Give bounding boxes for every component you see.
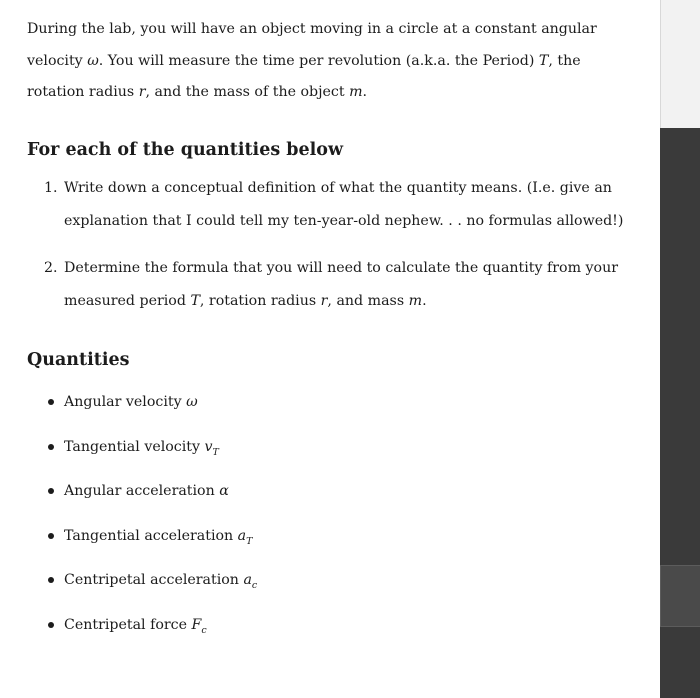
quantity-label: Angular acceleration — [64, 483, 220, 500]
bullet-icon — [48, 533, 54, 539]
radius-symbol: r — [138, 84, 146, 100]
section-heading-for-each: For each of the quantities below — [27, 140, 344, 160]
item-number: 2. — [44, 260, 58, 276]
adjacent-page-edge — [660, 0, 700, 128]
quantity-item-tangential-acceleration — [48, 521, 257, 566]
instruction-text: . — [422, 293, 427, 309]
intro-text: During the lab, you will have an object moving in a circle at a constant angular velocity — [27, 21, 597, 69]
quantity-item-angular-velocity — [48, 387, 257, 432]
mass-symbol: m — [408, 293, 423, 309]
quantity-symbol: a — [243, 572, 252, 589]
intro-text: , the rotation radius — [27, 52, 581, 100]
quantities-list — [48, 387, 257, 655]
bullet-icon — [48, 444, 54, 450]
quantity-symbol: a — [237, 527, 247, 544]
viewer-sidebar — [660, 0, 700, 698]
instruction-list — [44, 252, 644, 318]
quantity-label: Tangential velocity — [64, 438, 205, 455]
intro-text: , and the mass of the object — [145, 84, 350, 100]
instruction-item-2 — [44, 252, 644, 318]
quantity-subscript: T — [212, 446, 219, 458]
instruction-item-1 — [44, 172, 644, 238]
scrollbar-thumb[interactable] — [660, 565, 700, 627]
quantity-item-centripetal-acceleration — [48, 565, 257, 610]
bullet-icon — [48, 399, 54, 405]
period-symbol: T — [190, 293, 200, 309]
bullet-icon — [48, 577, 54, 583]
mass-symbol: m — [349, 84, 363, 100]
omega-symbol: ω — [87, 52, 99, 69]
instruction-text: Write down a conceptual definition of what the quantity means. (I.e. give an explanation that I could tell my ten-year-old nephew. . . no formulas allowed!) — [64, 180, 624, 229]
quantity-item-tangential-velocity — [48, 432, 257, 477]
quantity-item-angular-acceleration — [48, 476, 257, 521]
instruction-list — [44, 172, 644, 238]
quantity-label: Centripetal force — [64, 616, 192, 633]
bullet-icon — [48, 488, 54, 494]
instruction-text: , and mass — [327, 293, 409, 309]
bullet-icon — [48, 622, 54, 628]
quantity-subscript: T — [246, 535, 253, 547]
quantity-label: Tangential acceleration — [64, 527, 238, 544]
period-symbol: T — [538, 52, 549, 69]
instruction-text: Determine the formula that you will need to calculate the quantity from your measured period — [64, 260, 619, 309]
quantity-label: Centripetal acceleration — [64, 572, 244, 589]
quantity-symbol: v — [204, 438, 213, 455]
quantity-label: Angular velocity — [64, 394, 187, 410]
quantity-subscript: c — [251, 580, 258, 592]
intro-text: . — [362, 84, 368, 100]
quantity-symbol: α — [219, 483, 229, 500]
quantity-subscript: c — [201, 624, 207, 636]
intro-text: . You will measure the time per revolution (a.k.a. the Period) — [98, 52, 539, 69]
radius-symbol: r — [320, 293, 328, 309]
quantity-symbol: F — [191, 616, 202, 633]
quantity-item-centripetal-force — [48, 610, 257, 655]
intro-paragraph — [27, 14, 642, 109]
item-number: 1. — [44, 180, 58, 196]
section-heading-quantities: Quantities — [27, 350, 130, 370]
instruction-text: , rotation radius — [199, 293, 321, 309]
quantity-symbol: ω — [186, 394, 198, 410]
